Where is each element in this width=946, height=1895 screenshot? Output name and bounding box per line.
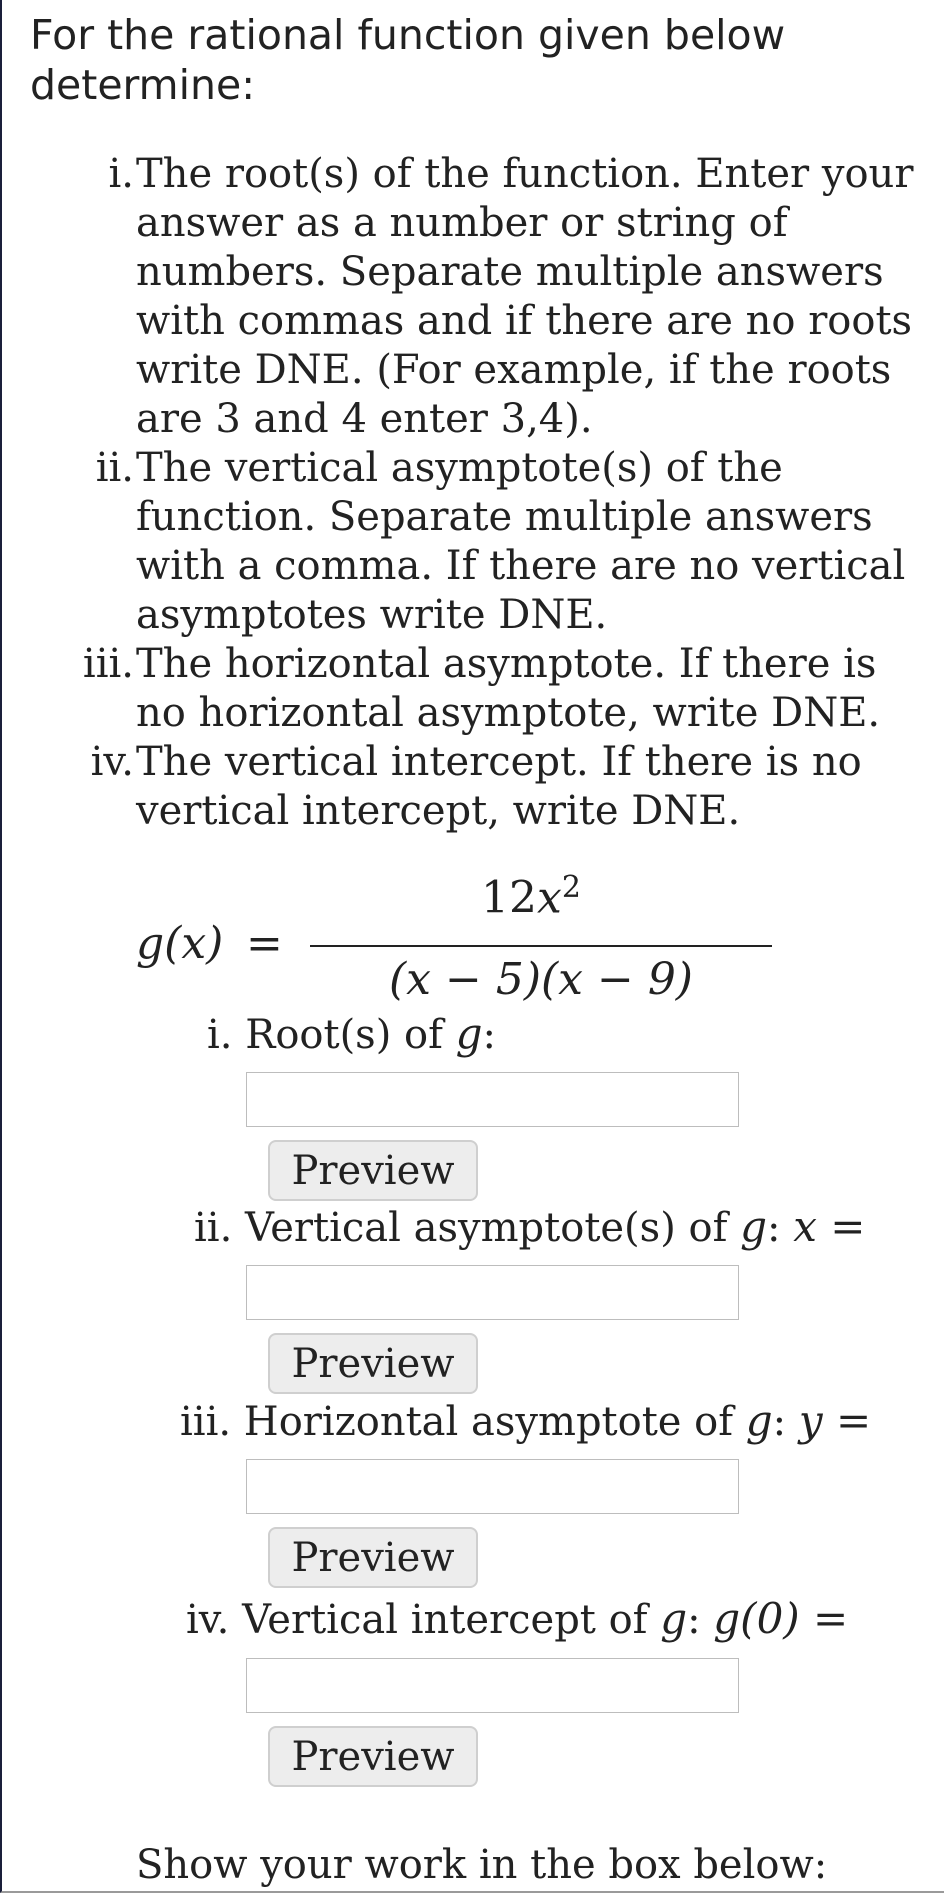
task-text: The vertical intercept. If there is no vertical intercept, write DNE. — [136, 739, 862, 834]
horizontal-asymptote-answer-input[interactable] — [246, 1459, 739, 1514]
formula-denominator: (x − 5)(x − 9) — [389, 954, 693, 1005]
task-item-vertical-asymptotes — [2, 444, 916, 640]
formula-numerator: $12x^2$ — [481, 870, 581, 924]
vertical-intercept-preview-button[interactable]: Preview — [268, 1726, 478, 1787]
question-label-vertical-intercept: iv. Vertical intercept of g: g(0) = — [186, 1594, 849, 1643]
task-number: iii. — [82, 641, 134, 687]
question-label-vertical-asymptotes: ii. Vertical asymptote(s) of g: x = — [194, 1202, 866, 1251]
problem-intro: For the rational function given below determine: — [30, 11, 786, 109]
roots-answer-input[interactable] — [246, 1072, 739, 1127]
task-text: The vertical asymptote(s) of the function. Separate multiple answers with a comma. If there are no vertical asymptotes write DNE. — [136, 445, 906, 638]
task-number: iv. — [90, 739, 134, 785]
horizontal-asymptote-preview-button[interactable]: Preview — [268, 1527, 478, 1588]
rational-function-formula — [136, 870, 693, 1020]
task-item-horizontal-asymptote — [2, 640, 916, 738]
formula-equals: = — [246, 918, 283, 969]
roots-preview-button[interactable]: Preview — [268, 1140, 478, 1201]
show-work-prompt: Show your work in the box below: — [136, 1842, 828, 1888]
vertical-asymptotes-answer-input[interactable] — [246, 1265, 739, 1320]
formula-lhs: g(x) — [136, 918, 224, 969]
vertical-asymptotes-preview-button[interactable]: Preview — [268, 1333, 478, 1394]
task-number: i. — [108, 151, 134, 197]
task-item-vertical-intercept — [2, 738, 916, 836]
task-text: The horizontal asymptote. If there is no horizontal asymptote, write DNE. — [136, 641, 881, 736]
vertical-intercept-answer-input[interactable] — [246, 1658, 739, 1713]
task-list — [2, 150, 942, 836]
fraction-bar — [310, 945, 772, 947]
task-text: The root(s) of the function. Enter your answer as a number or string of numbers. Separate multiple answers with commas and if there are no roots write DNE. (For example, if the roots are 3 and 4 enter 3,4). — [136, 151, 914, 442]
task-item-roots — [2, 150, 916, 444]
task-number: ii. — [95, 445, 134, 491]
question-label-roots: i. Root(s) of g: — [207, 1009, 497, 1058]
question-label-horizontal-asymptote: iii. Horizontal asymptote of g: y = — [180, 1396, 872, 1445]
